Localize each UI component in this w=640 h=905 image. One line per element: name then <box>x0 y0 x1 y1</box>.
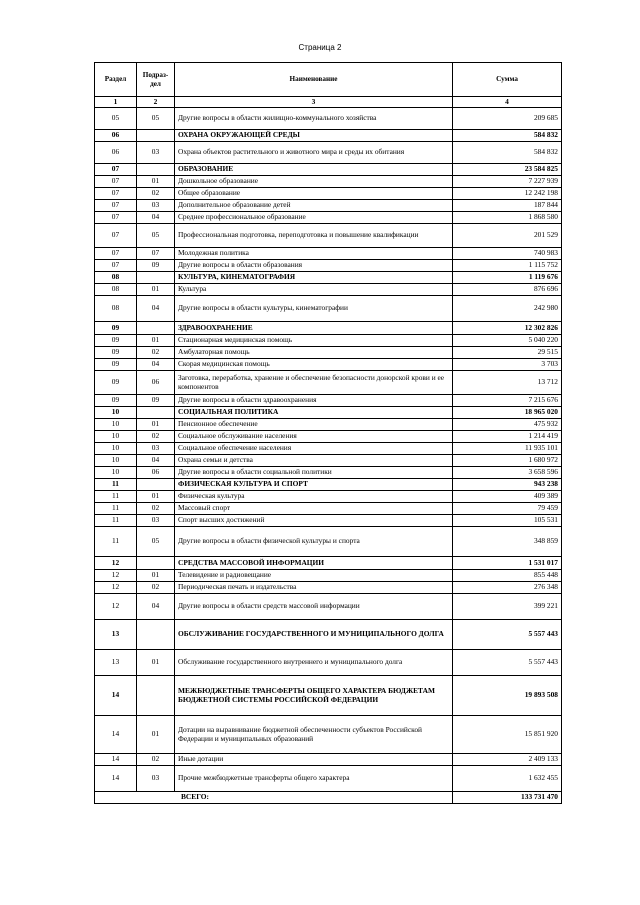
subsection-row <box>95 594 562 620</box>
subsection-row <box>95 212 562 224</box>
item-name: Другие вопросы в области культуры, кинематографии <box>175 296 453 322</box>
subsection-row <box>95 766 562 792</box>
section-code: 12 <box>95 594 137 620</box>
subsection-code: 06 <box>137 467 175 479</box>
subsection-row <box>95 248 562 260</box>
item-amount: 475 932 <box>453 419 562 431</box>
item-amount: 1 119 676 <box>453 272 562 284</box>
subsection-row <box>95 515 562 527</box>
item-name: ОБСЛУЖИВАНИЕ ГОСУДАРСТВЕННОГО И МУНИЦИПАЛЬНОГО ДОЛГА <box>175 620 453 650</box>
item-name: Другие вопросы в области социальной политики <box>175 467 453 479</box>
subsection-row <box>95 176 562 188</box>
subsection-code: 04 <box>137 296 175 322</box>
subsection-code: 05 <box>137 224 175 248</box>
item-amount: 1 531 017 <box>453 557 562 570</box>
section-code: 12 <box>95 582 137 594</box>
item-name: Охрана объектов растительного и животного мира и среды их обитания <box>175 142 453 164</box>
section-code: 14 <box>95 754 137 766</box>
item-amount: 13 712 <box>453 371 562 395</box>
item-name: КУЛЬТУРА, КИНЕМАТОГРАФИЯ <box>175 272 453 284</box>
subsection-row <box>95 503 562 515</box>
subsection-row <box>95 650 562 676</box>
subsection-code: 04 <box>137 212 175 224</box>
section-code: 06 <box>95 142 137 164</box>
subsection-row <box>95 200 562 212</box>
item-name: Охрана семьи и детства <box>175 455 453 467</box>
item-amount: 187 844 <box>453 200 562 212</box>
item-amount: 276 348 <box>453 582 562 594</box>
section-row <box>95 557 562 570</box>
subsection-code: 03 <box>137 766 175 792</box>
section-row <box>95 479 562 491</box>
subsection-code: 01 <box>137 176 175 188</box>
item-amount: 3 703 <box>453 359 562 371</box>
section-code: 14 <box>95 676 137 716</box>
item-amount: 5 557 443 <box>453 650 562 676</box>
subsection-code <box>137 620 175 650</box>
subsection-code: 02 <box>137 347 175 359</box>
subsection-code: 02 <box>137 503 175 515</box>
item-amount: 348 859 <box>453 527 562 557</box>
section-row <box>95 676 562 716</box>
column-number: 1 <box>95 97 137 108</box>
table-header-row <box>95 63 562 97</box>
subsection-row <box>95 371 562 395</box>
section-code: 07 <box>95 200 137 212</box>
section-row <box>95 407 562 419</box>
item-name: Массовый спорт <box>175 503 453 515</box>
item-name: Иные дотации <box>175 754 453 766</box>
subsection-code: 05 <box>137 527 175 557</box>
section-code: 07 <box>95 212 137 224</box>
subsection-code: 04 <box>137 359 175 371</box>
item-amount: 584 832 <box>453 142 562 164</box>
section-code: 05 <box>95 108 137 130</box>
section-row <box>95 130 562 142</box>
subsection-row <box>95 419 562 431</box>
item-amount: 209 685 <box>453 108 562 130</box>
item-amount: 15 851 920 <box>453 716 562 754</box>
item-amount: 1 868 580 <box>453 212 562 224</box>
section-code: 07 <box>95 188 137 200</box>
section-code: 08 <box>95 272 137 284</box>
item-amount: 584 832 <box>453 130 562 142</box>
item-amount: 12 302 826 <box>453 322 562 335</box>
item-name: Стационарная медицинская помощь <box>175 335 453 347</box>
section-code: 10 <box>95 455 137 467</box>
section-code: 09 <box>95 335 137 347</box>
item-name: Другие вопросы в области физической культуры и спорта <box>175 527 453 557</box>
section-code: 09 <box>95 359 137 371</box>
item-name: Среднее профессиональное образование <box>175 212 453 224</box>
subsection-code <box>137 164 175 176</box>
item-name: Пенсионное обеспечение <box>175 419 453 431</box>
subsection-row <box>95 395 562 407</box>
column-number: 4 <box>453 97 562 108</box>
subsection-row <box>95 224 562 248</box>
header-name: Наименование <box>175 63 453 97</box>
section-row <box>95 164 562 176</box>
subsection-code: 03 <box>137 200 175 212</box>
item-amount: 740 983 <box>453 248 562 260</box>
section-code: 09 <box>95 371 137 395</box>
subsection-row <box>95 443 562 455</box>
item-amount: 409 389 <box>453 491 562 503</box>
section-code: 07 <box>95 248 137 260</box>
total-row <box>95 792 562 804</box>
item-name: Амбулаторная помощь <box>175 347 453 359</box>
item-name: Дополнительное образование детей <box>175 200 453 212</box>
subsection-code <box>137 322 175 335</box>
subsection-row <box>95 716 562 754</box>
subsection-row <box>95 335 562 347</box>
subsection-code <box>137 557 175 570</box>
section-code: 09 <box>95 322 137 335</box>
subsection-code: 09 <box>137 395 175 407</box>
section-code: 11 <box>95 479 137 491</box>
item-amount: 242 980 <box>453 296 562 322</box>
section-code: 11 <box>95 503 137 515</box>
subsection-code: 03 <box>137 142 175 164</box>
subsection-row <box>95 142 562 164</box>
section-code: 11 <box>95 515 137 527</box>
section-code: 14 <box>95 766 137 792</box>
item-amount: 7 215 676 <box>453 395 562 407</box>
item-name: ФИЗИЧЕСКАЯ КУЛЬТУРА И СПОРТ <box>175 479 453 491</box>
subsection-row <box>95 527 562 557</box>
item-name: ОБРАЗОВАНИЕ <box>175 164 453 176</box>
item-amount: 1 214 419 <box>453 431 562 443</box>
item-amount: 5 040 220 <box>453 335 562 347</box>
section-code: 06 <box>95 130 137 142</box>
item-name: Дотации на выравнивание бюджетной обеспеченности субъектов Российской Федерации и муниципальных образований <box>175 716 453 754</box>
section-code: 12 <box>95 570 137 582</box>
subsection-code: 04 <box>137 594 175 620</box>
item-amount: 79 459 <box>453 503 562 515</box>
budget-table <box>94 62 562 804</box>
section-code: 07 <box>95 176 137 188</box>
item-amount: 2 409 133 <box>453 754 562 766</box>
subsection-code: 01 <box>137 570 175 582</box>
subsection-row <box>95 570 562 582</box>
section-row <box>95 272 562 284</box>
item-amount: 1 680 972 <box>453 455 562 467</box>
section-code: 07 <box>95 164 137 176</box>
subsection-code <box>137 272 175 284</box>
item-name: МЕЖБЮДЖЕТНЫЕ ТРАНСФЕРТЫ ОБЩЕГО ХАРАКТЕРА БЮДЖЕТАМ БЮДЖЕТНОЙ СИСТЕМЫ РОССИЙСКОЙ ФЕДЕРАЦИИ <box>175 676 453 716</box>
subsection-code: 01 <box>137 491 175 503</box>
item-name: Профессиональная подготовка, переподготовка и повышение квалификации <box>175 224 453 248</box>
item-name: Заготовка, переработка, хранение и обеспечение безопасности донорской крови и ее компонентов <box>175 371 453 395</box>
item-amount: 201 529 <box>453 224 562 248</box>
item-amount: 1 632 455 <box>453 766 562 792</box>
section-code: 11 <box>95 527 137 557</box>
item-amount: 876 696 <box>453 284 562 296</box>
subsection-code: 01 <box>137 650 175 676</box>
item-amount: 5 557 443 <box>453 620 562 650</box>
subsection-row <box>95 347 562 359</box>
subsection-code: 01 <box>137 335 175 347</box>
subsection-row <box>95 188 562 200</box>
item-name: Обслуживание государственного внутреннего и муниципального долга <box>175 650 453 676</box>
item-amount: 943 238 <box>453 479 562 491</box>
section-code: 09 <box>95 395 137 407</box>
subsection-code: 01 <box>137 284 175 296</box>
subsection-code: 03 <box>137 515 175 527</box>
subsection-code: 01 <box>137 419 175 431</box>
subsection-row <box>95 455 562 467</box>
section-row <box>95 620 562 650</box>
total-amount: 133 731 470 <box>453 792 562 804</box>
column-number: 2 <box>137 97 175 108</box>
section-code: 07 <box>95 260 137 272</box>
item-name: Социальное обеспечение населения <box>175 443 453 455</box>
item-name: Периодическая печать и издательства <box>175 582 453 594</box>
section-code: 10 <box>95 443 137 455</box>
section-code: 10 <box>95 407 137 419</box>
section-code: 10 <box>95 431 137 443</box>
item-amount: 23 584 825 <box>453 164 562 176</box>
subsection-code: 07 <box>137 248 175 260</box>
subsection-code: 06 <box>137 371 175 395</box>
item-amount: 7 227 939 <box>453 176 562 188</box>
subsection-code: 02 <box>137 754 175 766</box>
subsection-row <box>95 491 562 503</box>
item-amount: 12 242 198 <box>453 188 562 200</box>
section-code: 10 <box>95 419 137 431</box>
subsection-code <box>137 130 175 142</box>
item-name: Общее образование <box>175 188 453 200</box>
column-number: 3 <box>175 97 453 108</box>
subsection-row <box>95 260 562 272</box>
item-name: Другие вопросы в области жилищно-коммунального хозяйства <box>175 108 453 130</box>
subsection-code: 04 <box>137 455 175 467</box>
item-name: Дошкольное образование <box>175 176 453 188</box>
section-code: 14 <box>95 716 137 754</box>
item-name: Прочие межбюджетные трансферты общего характера <box>175 766 453 792</box>
section-code: 08 <box>95 296 137 322</box>
item-name: ЗДРАВООХРАНЕНИЕ <box>175 322 453 335</box>
item-name: Другие вопросы в области средств массовой информации <box>175 594 453 620</box>
section-code: 11 <box>95 491 137 503</box>
header-amount: Сумма <box>453 63 562 97</box>
header-subsection: Подраз- дел <box>137 63 175 97</box>
item-name: Физическая культура <box>175 491 453 503</box>
item-name: СОЦИАЛЬНАЯ ПОЛИТИКА <box>175 407 453 419</box>
section-code: 13 <box>95 620 137 650</box>
item-name: СРЕДСТВА МАССОВОЙ ИНФОРМАЦИИ <box>175 557 453 570</box>
section-code: 07 <box>95 224 137 248</box>
section-row <box>95 322 562 335</box>
page-label: Страница 2 <box>298 43 342 52</box>
item-amount: 399 221 <box>453 594 562 620</box>
item-amount: 29 515 <box>453 347 562 359</box>
subsection-code <box>137 479 175 491</box>
total-label: ВСЕГО: <box>95 792 453 804</box>
subsection-code: 03 <box>137 443 175 455</box>
item-amount: 3 658 596 <box>453 467 562 479</box>
subsection-code: 02 <box>137 431 175 443</box>
subsection-row <box>95 582 562 594</box>
item-amount: 18 965 020 <box>453 407 562 419</box>
item-name: Другие вопросы в области образования <box>175 260 453 272</box>
section-code: 08 <box>95 284 137 296</box>
subsection-row <box>95 296 562 322</box>
item-name: Молодежная политика <box>175 248 453 260</box>
item-amount: 19 893 508 <box>453 676 562 716</box>
subsection-row <box>95 284 562 296</box>
subsection-code: 09 <box>137 260 175 272</box>
subsection-code <box>137 407 175 419</box>
item-name: Спорт высших достижений <box>175 515 453 527</box>
subsection-row <box>95 467 562 479</box>
item-amount: 855 448 <box>453 570 562 582</box>
subsection-code: 02 <box>137 188 175 200</box>
item-name: ОХРАНА ОКРУЖАЮЩЕЙ СРЕДЫ <box>175 130 453 142</box>
section-code: 09 <box>95 347 137 359</box>
subsection-code: 02 <box>137 582 175 594</box>
subsection-code: 01 <box>137 716 175 754</box>
subsection-code: 05 <box>137 108 175 130</box>
item-name: Скорая медицинская помощь <box>175 359 453 371</box>
item-name: Социальное обслуживание населения <box>175 431 453 443</box>
header-section: Раздел <box>95 63 137 97</box>
subsection-row <box>95 359 562 371</box>
subsection-code <box>137 676 175 716</box>
item-amount: 105 531 <box>453 515 562 527</box>
section-code: 12 <box>95 557 137 570</box>
item-name: Другие вопросы в области здравоохранения <box>175 395 453 407</box>
section-code: 10 <box>95 467 137 479</box>
subsection-row <box>95 431 562 443</box>
column-number-row <box>95 97 562 108</box>
item-amount: 1 115 752 <box>453 260 562 272</box>
item-name: Телевидение и радиовещание <box>175 570 453 582</box>
item-amount: 11 935 101 <box>453 443 562 455</box>
subsection-row <box>95 108 562 130</box>
section-code: 13 <box>95 650 137 676</box>
item-name: Культура <box>175 284 453 296</box>
subsection-row <box>95 754 562 766</box>
